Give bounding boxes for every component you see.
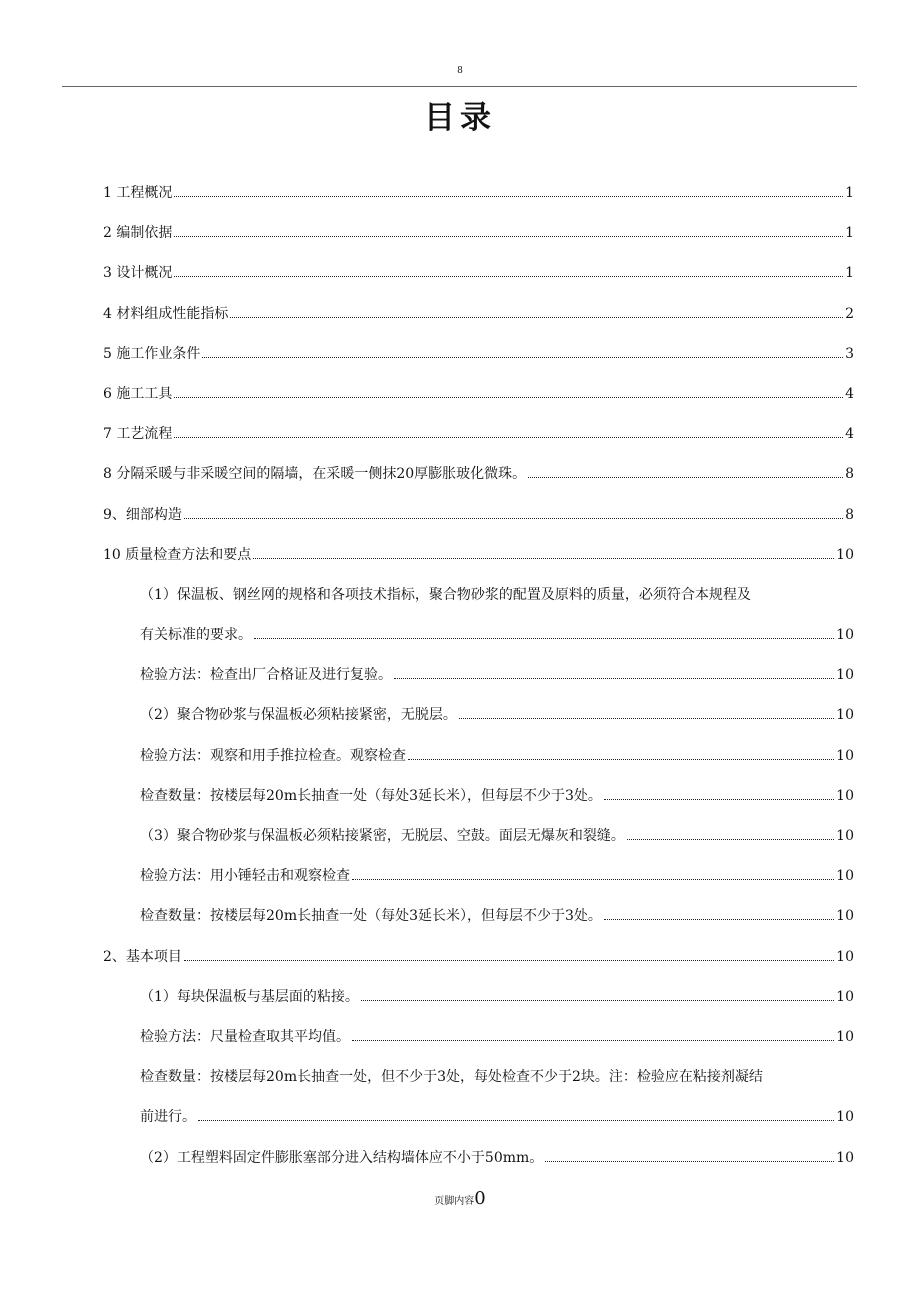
toc-label: 检查数量：按楼层每20m长抽查一处，但不少于3处，每处检查不少于2块。注：检验应在粘接剂凝结: [140, 1069, 763, 1086]
toc-entry[interactable]: [103, 905, 854, 945]
toc-page: 10: [836, 546, 854, 563]
toc-entry[interactable]: [103, 946, 854, 986]
toc-entry[interactable]: [103, 624, 854, 664]
dot-leader: [394, 678, 834, 679]
toc-label: （1）保温板、钢丝网的规格和各项技术指标，聚合物砂浆的配置及原料的质量，必须符合本规程及: [140, 586, 751, 603]
toc-label: 检查数量：按楼层每20m长抽查一处（每处3延长米），但每层不少于3处。: [140, 787, 602, 804]
footer-number: 0: [474, 1188, 486, 1209]
toc-page: 10: [836, 627, 854, 644]
dot-leader: [459, 718, 834, 719]
toc-label: 3 设计概况: [103, 265, 173, 282]
toc-entry[interactable]: [103, 423, 854, 463]
toc-entry[interactable]: [103, 222, 854, 262]
toc-page: 10: [836, 787, 854, 804]
toc-label: 6 施工工具: [103, 385, 173, 402]
page-footer: [0, 1188, 920, 1209]
dot-leader: [184, 960, 834, 961]
dot-leader: [174, 236, 843, 237]
dot-leader: [174, 196, 843, 197]
dot-leader: [174, 397, 843, 398]
toc-entry[interactable]: [103, 1066, 854, 1106]
footer-text: 页脚内容: [434, 1196, 475, 1207]
toc-page: 1: [845, 265, 854, 282]
dot-leader: [174, 437, 843, 438]
dot-leader: [184, 518, 843, 519]
toc-entry[interactable]: [103, 182, 854, 222]
toc-entry[interactable]: [103, 463, 854, 503]
toc-page: 10: [836, 667, 854, 684]
toc-entry[interactable]: [103, 584, 854, 624]
toc-label: 检验方法：检查出厂合格证及进行复验。: [140, 667, 392, 684]
toc-entry[interactable]: [103, 865, 854, 905]
page-title: 目录: [424, 100, 496, 136]
toc-page: 10: [836, 707, 854, 724]
toc-label: 检验方法：观察和用手推拉检查。观察检查: [140, 747, 406, 764]
toc-label: 4 材料组成性能指标: [103, 305, 229, 322]
dot-leader: [604, 799, 834, 800]
header-divider: [62, 86, 857, 87]
toc-entry[interactable]: [103, 262, 854, 302]
toc-page: 4: [845, 385, 854, 402]
dot-leader: [545, 1161, 834, 1162]
dot-leader: [361, 1000, 834, 1001]
toc-label: 检查数量：按楼层每20m长抽查一处（每处3延长米），但每层不少于3处。: [140, 908, 602, 925]
toc-entry[interactable]: [103, 825, 854, 865]
toc-page: 8: [845, 506, 854, 523]
toc-entry[interactable]: [103, 504, 854, 544]
toc-page: 2: [845, 305, 854, 322]
toc-page: 1: [845, 185, 854, 201]
toc-entry[interactable]: [103, 704, 854, 744]
toc-page: 8: [845, 466, 854, 483]
toc-entry[interactable]: [103, 343, 854, 383]
dot-leader: [230, 317, 843, 318]
toc-label: （2）聚合物砂浆与保温板必须粘接紧密，无脱层。: [140, 707, 457, 724]
toc-label: 8 分隔采暖与非采暖空间的隔墙，在采暖一侧抹20厚膨胀玻化微珠。: [103, 466, 527, 483]
dot-leader: [352, 879, 834, 880]
dot-leader: [604, 919, 834, 920]
toc-page: 10: [836, 828, 854, 844]
toc-label: 有关标准的要求。: [140, 627, 252, 644]
toc-page: 1: [845, 225, 854, 242]
toc-label: 5 施工作业条件: [103, 345, 201, 362]
dot-leader: [254, 638, 834, 639]
toc-page: 10: [836, 1149, 854, 1166]
toc-page: 3: [845, 345, 854, 362]
toc-label: 10 质量检查方法和要点: [103, 546, 252, 563]
dot-leader: [198, 1120, 834, 1121]
toc-label: （1）每块保温板与基层面的粘接。: [140, 988, 359, 1005]
toc-entry[interactable]: [103, 544, 854, 584]
toc-entry[interactable]: [103, 1147, 854, 1187]
toc-entry[interactable]: [103, 745, 854, 785]
dot-leader: [253, 558, 834, 559]
toc-label: （2）工程塑料固定件膨胀塞部分进入结构墙体应不小于50mm。: [140, 1149, 544, 1166]
toc-page: 10: [836, 988, 854, 1005]
toc-page: 4: [845, 426, 854, 443]
toc-page: 10: [836, 747, 854, 764]
toc-entry[interactable]: [103, 986, 854, 1026]
toc-entry[interactable]: [103, 303, 854, 343]
toc-entry[interactable]: [103, 1106, 854, 1146]
dot-leader: [528, 477, 843, 478]
dot-leader: [352, 1040, 834, 1041]
toc-entry[interactable]: [103, 785, 854, 825]
dot-leader: [174, 276, 843, 277]
toc-label: 检验方法：尺量检查取其平均值。: [140, 1028, 350, 1045]
toc-label: 检验方法：用小锤轻击和观察检查: [140, 868, 350, 885]
dot-leader: [408, 759, 834, 760]
toc-entry[interactable]: [103, 664, 854, 704]
toc-label: 2 编制依据: [103, 225, 173, 242]
dot-leader: [627, 839, 834, 840]
toc-page: 10: [836, 868, 854, 885]
toc-entry[interactable]: [103, 1026, 854, 1066]
toc-label: 7 工艺流程: [103, 426, 173, 443]
toc-page: 10: [836, 1028, 854, 1045]
toc-page: 10: [836, 1109, 854, 1126]
toc-page: 10: [836, 908, 854, 925]
toc-label: 前进行。: [140, 1109, 196, 1126]
toc-page: 10: [836, 948, 854, 965]
toc-label: 9、细部构造: [103, 506, 182, 523]
header-page-number: 8: [457, 66, 463, 76]
toc-label: 2、基本项目: [103, 948, 182, 965]
toc-entry[interactable]: [103, 383, 854, 423]
table-of-contents: [103, 182, 854, 1187]
toc-label: 1 工程概况: [103, 185, 173, 201]
dot-leader: [202, 357, 843, 358]
toc-label: （3）聚合物砂浆与保温板必须粘接紧密，无脱层、空鼓。面层无爆灰和裂缝。: [140, 828, 625, 844]
